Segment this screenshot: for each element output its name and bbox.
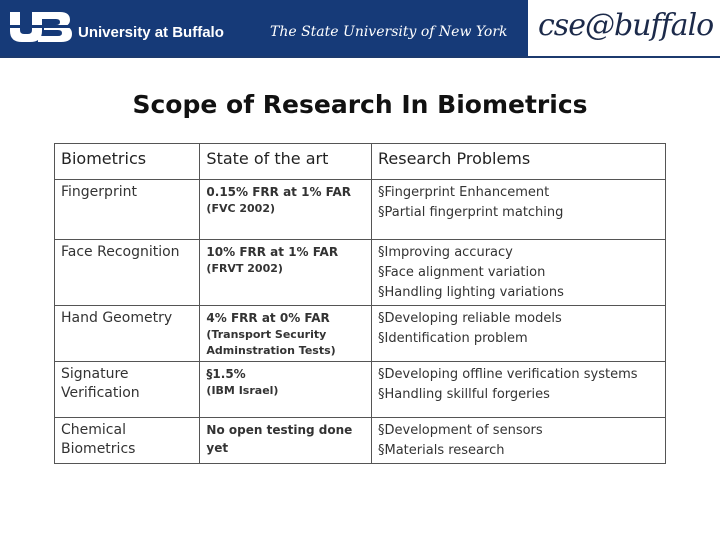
table-row: [55, 306, 666, 362]
university-name: University at Buffalo: [78, 24, 224, 41]
column-header-research-problems: Research Problems: [372, 144, 666, 180]
university-banner: [0, 0, 528, 56]
page-title: Scope of Research In Biometrics: [132, 90, 588, 119]
state-cell: [200, 362, 372, 418]
table-header-row: [55, 144, 666, 180]
problem-item: §Materials research: [378, 443, 505, 458]
state-cell: [200, 180, 372, 240]
biometrics-table: [54, 143, 666, 464]
table-row: [55, 418, 666, 464]
problem-item: §Developing offline verification systems: [378, 367, 638, 382]
state-source: (Transport Security Adminstration Tests): [206, 328, 336, 357]
problem-item: §Handling lighting variations: [378, 285, 564, 300]
problem-item: §Improving accuracy: [378, 245, 513, 260]
problems-cell: [372, 240, 666, 306]
table-row: [55, 180, 666, 240]
table-row: [55, 362, 666, 418]
state-value: No open testing done yet: [206, 423, 353, 455]
problem-item: §Handling skillful forgeries: [378, 387, 550, 402]
problems-cell: [372, 362, 666, 418]
state-source: (FVC 2002): [206, 202, 276, 215]
biometric-cell: Signature Verification: [55, 362, 200, 418]
biometric-cell: Fingerprint: [55, 180, 200, 240]
state-source: (IBM Israel): [206, 384, 279, 397]
university-subtitle: The State University of New York: [270, 24, 508, 40]
problem-item: §Partial fingerprint matching: [378, 205, 564, 220]
state-value: 4% FRR at 0% FAR: [206, 311, 330, 325]
state-cell: [200, 240, 372, 306]
table-row: [55, 240, 666, 306]
problem-item: §Fingerprint Enhancement: [378, 185, 550, 200]
biometric-cell: Hand Geometry: [55, 306, 200, 362]
problem-item: §Development of sensors: [378, 423, 543, 438]
problems-cell: [372, 180, 666, 240]
problem-item: §Face alignment variation: [378, 265, 546, 280]
column-header-state-of-the-art: State of the art: [200, 144, 372, 180]
state-cell: [200, 306, 372, 362]
state-value: 10% FRR at 1% FAR: [206, 245, 339, 259]
header-banner: [0, 0, 720, 58]
problems-cell: [372, 418, 666, 464]
problems-cell: [372, 306, 666, 362]
state-value: §1.5%: [206, 367, 246, 381]
state-source: (FRVT 2002): [206, 262, 283, 275]
problem-item: §Developing reliable models: [378, 311, 562, 326]
biometric-cell: Face Recognition: [55, 240, 200, 306]
state-cell: [200, 418, 372, 464]
cse-buffalo-logo: cse@buffalo: [538, 8, 714, 43]
problem-item: §Identification problem: [378, 331, 528, 346]
biometric-cell: Chemical Biometrics: [55, 418, 200, 464]
column-header-biometrics: Biometrics: [55, 144, 200, 180]
ub-logo-icon: [8, 10, 74, 44]
state-value: 0.15% FRR at 1% FAR: [206, 185, 351, 199]
